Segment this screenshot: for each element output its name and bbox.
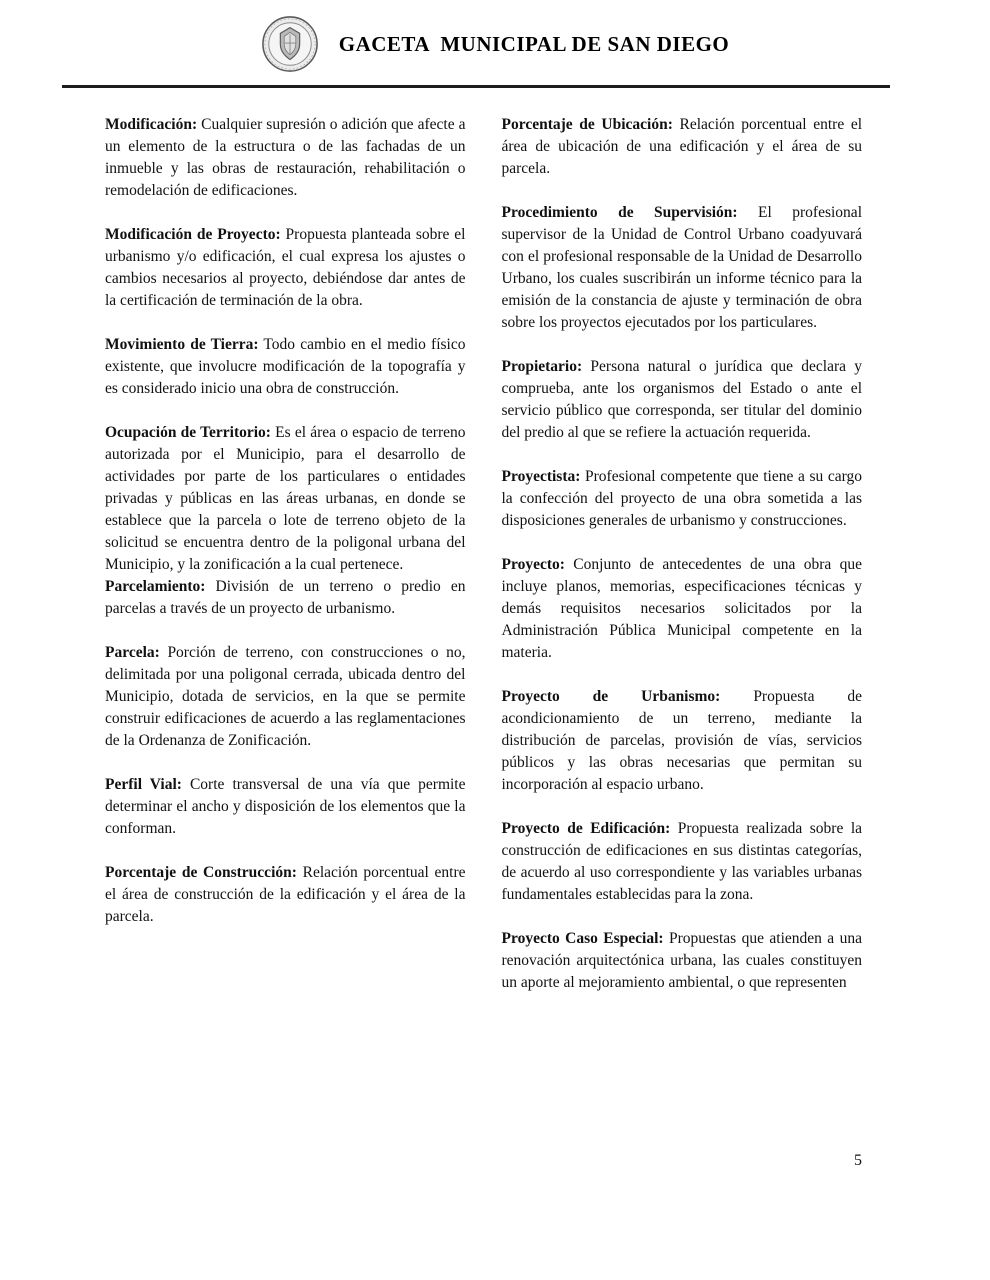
definition-entry xyxy=(105,334,466,400)
definition-entry xyxy=(502,356,863,444)
left-column xyxy=(105,114,466,1016)
definition-entry xyxy=(502,928,863,994)
definition-text: Propuesta realizada sobre la construcción de edificaciones en sus distintas categorías, de acuerdo al uso correspondiente y las variables urbanas fundamentales establecidas para la zona. xyxy=(501,820,863,903)
definition-entry xyxy=(105,422,466,576)
definition-entry xyxy=(502,114,863,180)
page-number: 5 xyxy=(854,1152,862,1169)
term-label: Proyecto de Edificación: xyxy=(501,820,671,837)
definition-text: Persona natural o jurídica que declara y comprueba, ante los organismos del Estado o ante el servicio público que corresponda, ser titular del dominio del predio al que se refiere la actuación requerida. xyxy=(501,358,862,441)
term-label: Parcelamiento: xyxy=(105,578,206,595)
term-label: Porcentaje de Ubicación: xyxy=(501,116,673,133)
municipal-seal-icon xyxy=(261,15,319,73)
definition-text: Relación porcentual entre el área de ubicación de una edificación y el área de su parcela. xyxy=(501,116,863,177)
definition-entry xyxy=(502,466,863,532)
definition-text: Relación porcentual entre el área de construcción de la edificación y el área de la parcela. xyxy=(105,864,466,925)
header-rule xyxy=(62,85,890,88)
definition-entry xyxy=(502,686,863,796)
definition-text: Todo cambio en el medio físico existente, que involucre modificación de la topografía y es considerado inicio una obra de construcción. xyxy=(105,336,466,397)
term-label: Proyecto de Urbanismo: xyxy=(501,688,721,705)
definition-text: Cualquier supresión o adición que afecte a un elemento de la estructura o de las fachadas de un inmueble y las obras de restauración, rehabilitación o remodelación de edificaciones. xyxy=(105,116,466,199)
right-column xyxy=(502,114,863,1016)
term-label: Movimiento de Tierra: xyxy=(105,336,259,353)
definition-text: Propuestas que atienden a una renovación arquitectónica urbana, las cuales constituyen un aporte al mejoramiento ambiental, o que representen xyxy=(501,930,862,991)
term-label: Procedimiento de Supervisión: xyxy=(501,204,738,221)
definition-entry xyxy=(105,224,466,312)
definition-text: El profesional supervisor de la Unidad de Control Urbano coadyuvará con el profesional responsable de la Unidad de Desarrollo Urbano, los cuales suscribirán un informe técnico para la emisión de la constancia de ajuste y terminación de obra sobre los proyectos ejecutados por los particulares. xyxy=(501,204,862,331)
definition-text: División de un terreno o predio en parcelas a través de un proyecto de urbanismo. xyxy=(105,578,466,617)
definition-entry xyxy=(105,774,466,840)
definition-text: Profesional competente que tiene a su cargo la confección del proyecto de una obra sometida a las disposiciones generales de urbanismo y construcciones. xyxy=(501,468,862,529)
definition-text: Es el área o espacio de terreno autorizada por el Municipio, para el desarrollo de actividades por parte de los particulares o entidades privadas y públicas en las áreas urbanas, en donde se establece que la parcela o lote de terreno objeto de la solicitud se encuentra dentro de la poligonal urbana del Municipio, y la zonificación a la cual pertenece. xyxy=(105,424,466,573)
term-label: Porcentaje de Construcción: xyxy=(105,864,297,881)
page-header xyxy=(0,0,990,76)
term-label: Ocupación de Territorio: xyxy=(105,424,271,441)
definition-text: Propuesta de acondicionamiento de un terreno, mediante la distribución de parcelas, provisión de vías, servicios públicos y las obras necesarias que permitan su incorporación al espacio urbano. xyxy=(501,688,863,793)
definition-text: Corte transversal de una vía que permite determinar el ancho y disposición de los elementos que la conforman. xyxy=(105,776,466,837)
term-label: Proyectista: xyxy=(501,468,581,485)
term-label: Parcela: xyxy=(105,644,160,661)
definition-text: Porción de terreno, con construcciones o no, delimitada por una poligonal cerrada, ubicada dentro del Municipio, dotada de servicios, en la que se permite construir edificaciones de acuerdo a las reglamentaciones de la Ordenanza de Zonificación. xyxy=(105,644,466,749)
definition-entry xyxy=(502,554,863,664)
term-label: Modificación de Proyecto: xyxy=(105,226,281,243)
definition-entry xyxy=(502,818,863,906)
term-label: Proyecto Caso Especial: xyxy=(501,930,664,947)
term-label: Propietario: xyxy=(501,358,583,375)
definition-text: Conjunto de antecedentes de una obra que incluye planos, memorias, especificaciones técnicas y demás requisitos necesarios solicitados por la Administración Pública Municipal competente en la materia. xyxy=(501,556,863,661)
definition-entry xyxy=(105,642,466,752)
term-label: Proyecto: xyxy=(501,556,565,573)
definition-entry xyxy=(105,114,466,202)
definition-entry xyxy=(105,862,466,928)
definitions-columns xyxy=(105,114,862,1016)
definition-text: Propuesta planteada sobre el urbanismo y/o edificación, el cual expresa los ajustes o cambios necesarios al proyecto, debiéndose dar antes de la certificación de terminación de la obra. xyxy=(105,226,466,309)
term-label: Perfil Vial: xyxy=(105,776,182,793)
term-label: Modificación: xyxy=(105,116,198,133)
definition-entry xyxy=(502,202,863,334)
definition-entry xyxy=(105,576,466,620)
gazette-title: GACETA MUNICIPAL DE SAN DIEGO xyxy=(338,31,730,56)
